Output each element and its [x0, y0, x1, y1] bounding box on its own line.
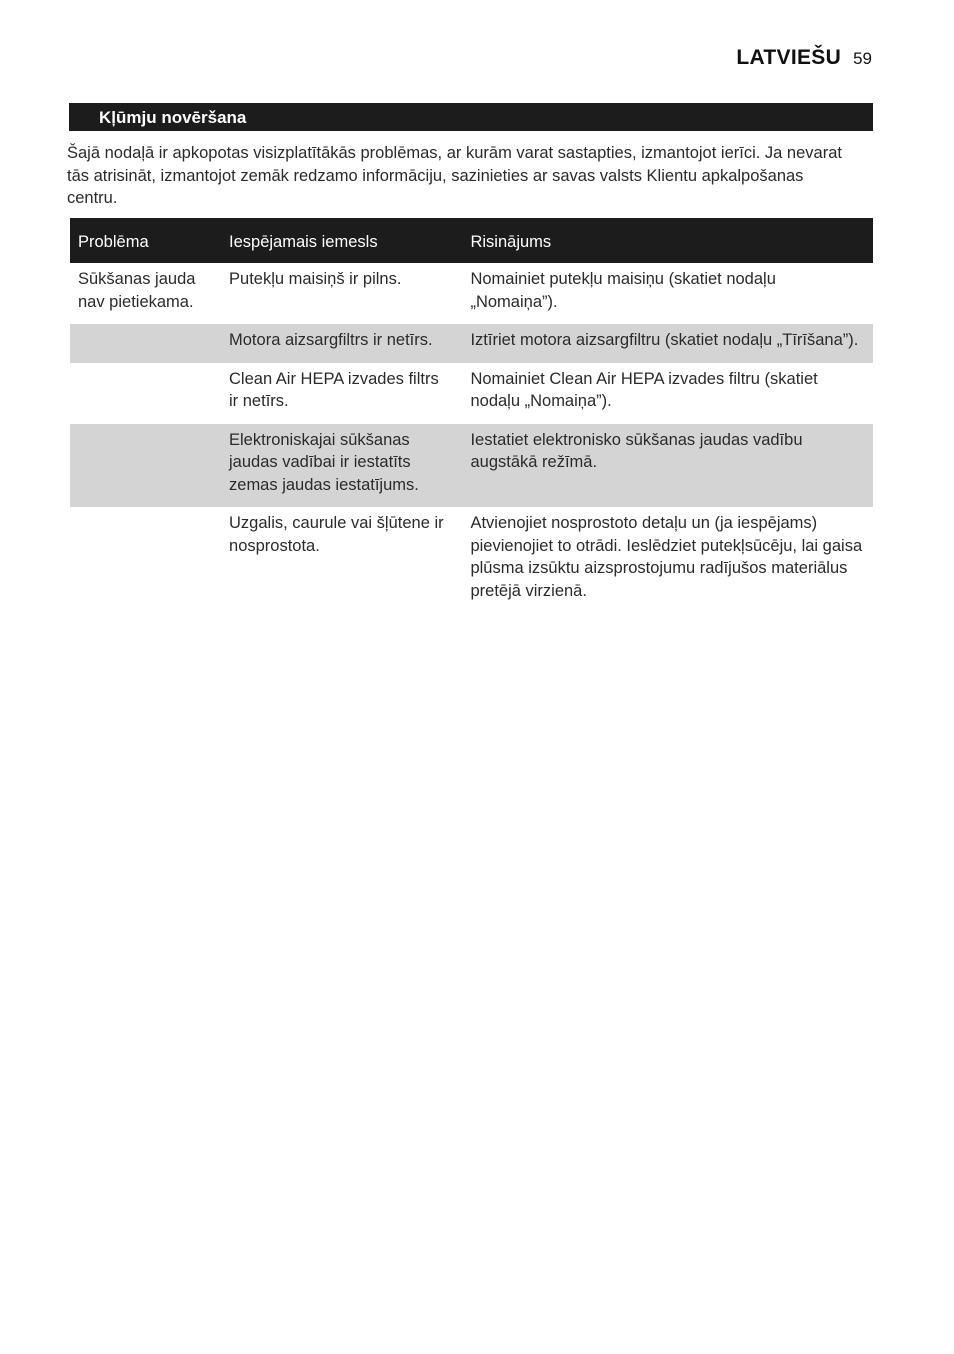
- troubleshooting-table: [70, 218, 873, 613]
- cell-solution: Iestatiet elektronisko sūkšanas jaudas vadību augstākā režīmā.: [458, 424, 873, 508]
- table-row: [70, 324, 873, 363]
- cell-cause: Putekļu maisiņš ir pilns.: [229, 270, 402, 288]
- section-title-bar: [69, 103, 873, 131]
- cell-cause: Clean Air HEPA izvades filtrs ir netīrs.: [229, 369, 439, 410]
- language-title: LATVIEŠU: [736, 46, 842, 69]
- header-problem: Problēma: [70, 218, 221, 263]
- cell-cause: Elektroniskajai sūkšanas jaudas vadībai ir iestatīts zemas jaudas iestatījums.: [221, 424, 458, 508]
- cell-solution: Nomainiet putekļu maisiņu (skatiet nodaļu „Nomaiņa”).: [470, 270, 776, 311]
- table-row: [70, 363, 873, 424]
- cell-solution: Iztīriet motora aizsargfiltru (skatiet nodaļu „Tīrīšana”).: [458, 324, 873, 363]
- cell-solution: Atvienojiet nosprostoto detaļu un (ja iespējams) pievienojiet to otrādi. Ieslēdziet putekļsūcēju, lai gaisa plūsma izsūktu aizsprostojumu radījušos materiālus pretējā virzienā.: [470, 514, 863, 600]
- cell-problem: [70, 324, 221, 363]
- cell-problem: Sūkšanas jauda nav pietiekama.: [78, 270, 196, 311]
- intro-paragraph: Šajā nodaļā ir apkopotas visizplatītākās problēmas, ar kurām varat sastapties, izmantojot ierīci. Ja nevarat tās atrisināt, izmantojot zemāk redzamo informāciju, sazinieties ar savas valsts Klientu apkalpošanas centru.: [67, 144, 842, 207]
- cell-cause: Uzgalis, caurule vai šļūtene ir nosprostota.: [229, 514, 444, 555]
- header-solution: Risinājums: [458, 218, 873, 263]
- cell-solution: Nomainiet Clean Air HEPA izvades filtru (skatiet nodaļu „Nomaiņa”).: [470, 369, 818, 410]
- cell-problem: [70, 507, 221, 613]
- table-row: [70, 507, 873, 613]
- cell-problem: [70, 363, 221, 424]
- table-header-row: [70, 218, 873, 263]
- cell-problem: [70, 424, 221, 508]
- table-row: [70, 263, 873, 324]
- page-number: 59: [853, 49, 872, 68]
- section-title: Kļūmju novēršana: [99, 108, 247, 127]
- header-cause: Iespējamais iemesls: [221, 218, 458, 263]
- cell-cause: Motora aizsargfiltrs ir netīrs.: [221, 324, 458, 363]
- page-header: [736, 46, 872, 70]
- table-row: [70, 424, 873, 508]
